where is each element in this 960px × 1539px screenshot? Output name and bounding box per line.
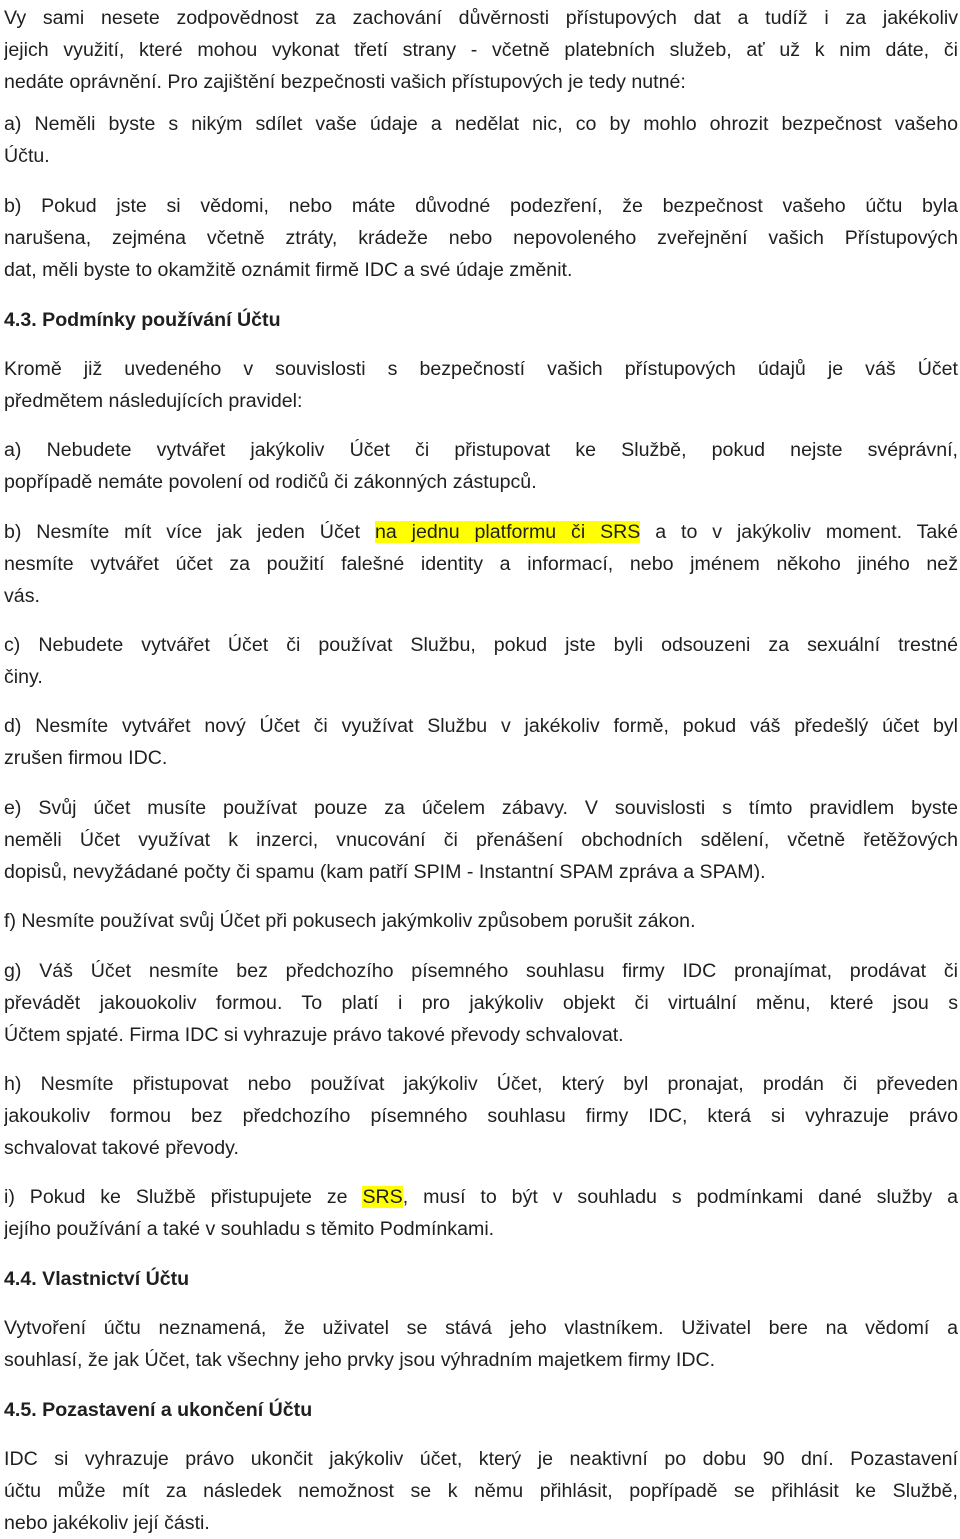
text-line: schvalovat takové převody. xyxy=(4,1137,239,1159)
text-line: dopisů, nevyžádané počty či spamu (kam patří SPIM - Instantní SPAM zpráva a SPAM). xyxy=(4,861,766,883)
text-line: Kromě již uvedeného v souvislosti s bezpečností vašich přístupových údajů je váš Účet xyxy=(4,358,958,380)
section-heading: 4.3. Podmínky používání Účtu xyxy=(4,309,281,331)
section-heading: 4.5. Pozastavení a ukončení Účtu xyxy=(4,1399,313,1421)
text-run: , musí to být v souhladu s podmínkami dané služby a xyxy=(402,1186,958,1208)
text-line: jejího používání a také v souhladu s těmito Podmínkami. xyxy=(4,1218,495,1240)
text-line: činy. xyxy=(4,666,43,688)
text-line: a) Nebudete vytvářet jakýkoliv Účet či přistupovat ke Službě, pokud nejste svéprávní, xyxy=(4,439,958,461)
text-line: nebo jakékoliv její části. xyxy=(4,1512,210,1534)
text-line: Vytvoření účtu neznamená, že uživatel se stává jeho vlastníkem. Uživatel bere na vědomí a xyxy=(4,1317,958,1339)
text-line: e) Svůj účet musíte používat pouze za účelem zábavy. V souvislosti s tímto pravidlem byste xyxy=(4,797,958,819)
text-line: c) Nebudete vytvářet Účet či používat Službu, pokud jste byli odsouzeni za sexuální trestné xyxy=(4,634,958,656)
text-line: narušena, zejména včetně ztráty, krádeže nebo nepovoleného zveřejnění vašich Přístupových xyxy=(4,227,958,249)
text-line: nedáte oprávnění. Pro zajištění bezpečnosti vašich přístupových je tedy nutné: xyxy=(4,71,686,93)
text-line: g) Váš Účet nesmíte bez předchozího písemného souhlasu firmy IDC pronajímat, prodávat či xyxy=(4,960,958,982)
text-line: jakoukoliv formou bez předchozího písemného souhlasu firmy IDC, která si vyhrazuje právo xyxy=(4,1105,958,1127)
text-line: a) Neměli byste s nikým sdílet vaše údaje a nedělat nic, co by mohlo ohrozit bezpečnost vašeho xyxy=(4,113,958,135)
text-run: b) Nesmíte mít více jak jeden Účet xyxy=(4,521,375,543)
text-line: Účtu. xyxy=(4,145,50,167)
text-line xyxy=(4,1181,958,1213)
text-line: nesmíte vytvářet účet za použití falešné identity a informací, nebo jménem někoho jiného než xyxy=(4,553,958,575)
text-line xyxy=(4,516,958,548)
section-heading: 4.4. Vlastnictví Účtu xyxy=(4,1268,190,1290)
text-line: Vy sami nesete zodpovědnost za zachování důvěrnosti přístupových dat a tudíž i za jakékoliv xyxy=(4,7,958,29)
text-run: a to v jakýkoliv moment. Také xyxy=(640,521,958,543)
highlighted-text: SRS xyxy=(362,1186,403,1208)
text-line: h) Nesmíte přistupovat nebo používat jakýkoliv Účet, který byl pronajat, prodán či převeden xyxy=(4,1073,958,1095)
text-line: dat, měli byste to okamžitě oznámit firmě IDC a své údaje změnit. xyxy=(4,259,573,281)
text-line: převádět jakouokoliv formou. To platí i pro jakýkoliv objekt či virtuální měnu, které jsou s xyxy=(4,992,958,1014)
text-line: Účtem spjaté. Firma IDC si vyhrazuje právo takové převody schvalovat. xyxy=(4,1024,624,1046)
text-line: zrušen firmou IDC. xyxy=(4,747,168,769)
text-line: předmětem následujících pravidel: xyxy=(4,390,303,412)
text-line: jejich využití, které mohou vykonat třetí strany - včetně platebních služeb, ať už k nim dáte, či xyxy=(4,39,958,61)
text-line: d) Nesmíte vytvářet nový Účet či využívat Službu v jakékoliv formě, pokud váš předešlý účet byl xyxy=(4,715,958,737)
text-line: účtu může mít za následek nemožnost se k němu přihlásit, popřípadě se přihlásit ke Službě, xyxy=(4,1480,958,1502)
text-run: i) Pokud ke Službě přistupujete ze xyxy=(4,1186,363,1208)
highlighted-text: na jednu platformu či SRS xyxy=(374,521,641,543)
text-line: souhlasí, že jak Účet, tak všechny jeho prvky jsou výhradním majetkem firmy IDC. xyxy=(4,1349,716,1371)
text-line: vás. xyxy=(4,585,40,607)
text-line: f) Nesmíte používat svůj Účet při pokusech jakýmkoliv způsobem porušit zákon. xyxy=(4,910,696,932)
text-line: IDC si vyhrazuje právo ukončit jakýkoliv účet, který je neaktivní po dobu 90 dní. Pozastavení xyxy=(4,1448,958,1470)
text-line: b) Pokud jste si vědomi, nebo máte důvodné podezření, že bezpečnost vašeho účtu byla xyxy=(4,195,958,217)
text-line: neměli Účet využívat k inzerci, vnucování či přenášení obchodních sdělení, včetně řetěžových xyxy=(4,829,958,851)
text-line: popřípadě nemáte povolení od rodičů či zákonných zástupců. xyxy=(4,471,537,493)
